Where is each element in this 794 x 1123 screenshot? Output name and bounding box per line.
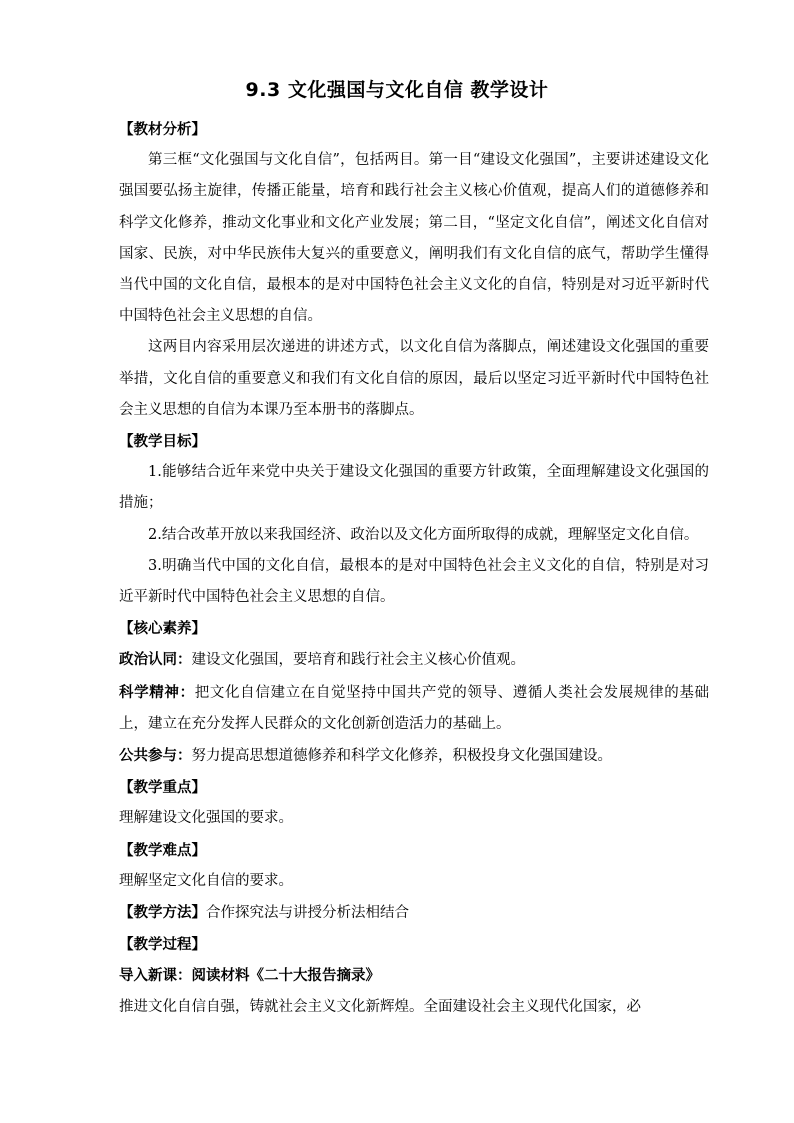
methods-line: [119, 897, 709, 929]
literacy-item-political: [119, 644, 709, 676]
intro-label: 导入新课：阅读材料《二十大报告摘录》: [119, 967, 380, 985]
document-title: 9.3 文化强国与文化自信 教学设计: [245, 79, 549, 101]
methods-text: 合作探究法与讲授分析法相结合: [206, 905, 409, 922]
document-body: [119, 114, 709, 1023]
analysis-paragraph-1: 第三框“文化强国与文化自信”，包括两目。第一目“建设文化强国”，主要讲述建设文化强国要弘扬主旋律，传播正能量，培育和践行社会主义核心价值观，提高人们的道德修养和科学文化修养，推动文化事业和文化产业发展；第二目，“坚定文化自信”，阐述文化自信对国家、民族，对中华民族伟大复兴的重要意义，阐明我们有文化自信的底气，帮助学生懂得当代中国的文化自信，最根本的是对中国特色社会主义文化的自信，特别是对习近平新时代中国特色社会主义思想的自信。: [119, 152, 709, 325]
section-heading-methods: 【教学方法】: [119, 904, 206, 922]
literacy-text: 建设文化强国，要培育和践行社会主义核心价值观。: [191, 652, 525, 669]
literacy-label: 公共参与：: [119, 747, 192, 765]
section-heading-difficulties: 【教学难点】: [119, 841, 206, 859]
literacy-item-science: [119, 677, 709, 740]
section-heading-goals: 【教学目标】: [119, 433, 206, 451]
goal-item-3: 3.明确当代中国的文化自信，最根本的是对中国特色社会主义文化的自信，特别是对习近平新时代中国特色社会主义思想的自信。: [119, 557, 709, 606]
section-heading-process: 【教学过程】: [119, 936, 206, 954]
goal-item-2: 2.结合改革开放以来我国经济、政治以及文化方面所取得的成就，理解坚定文化自信。: [148, 526, 699, 543]
section-heading-analysis: 【教材分析】: [119, 121, 206, 138]
goal-item-1: 1.能够结合近年来党中央关于建设文化强国的重要方针政策，全面理解建设文化强国的措施；: [119, 464, 709, 512]
key-points-text: 理解建设文化强国的要求。: [119, 810, 293, 827]
literacy-item-public: [119, 740, 709, 772]
analysis-paragraph-2: 这两目内容采用层次递进的讲述方式，以文化自信为落脚点，阐述建设文化强国的重要举措，文化自信的重要意义和我们有文化自信的原因，最后以坚定习近平新时代中国特色社会主义思想的自信为本课乃至本册书的落脚点。: [119, 339, 709, 418]
literacy-label: 科学精神：: [119, 683, 195, 701]
section-heading-literacy: 【核心素养】: [119, 620, 206, 638]
literacy-label: 政治认同：: [119, 651, 192, 669]
intro-text: 推进文化自信自强，铸就社会主义文化新辉煌。全面建设社会主义现代化国家，必: [119, 998, 641, 1015]
difficulties-text: 理解坚定文化自信的要求。: [119, 872, 293, 889]
section-heading-key-points: 【教学重点】: [119, 779, 206, 797]
literacy-text: 把文化自信建立在自觉坚持中国共产党的领导、遵循人类社会发展规律的基础上，建立在充分发挥人民群众的文化创新创造活力的基础上。: [119, 684, 710, 732]
literacy-text: 努力提高思想道德修养和科学文化修养，积极投身文化强国建设。: [191, 748, 612, 765]
